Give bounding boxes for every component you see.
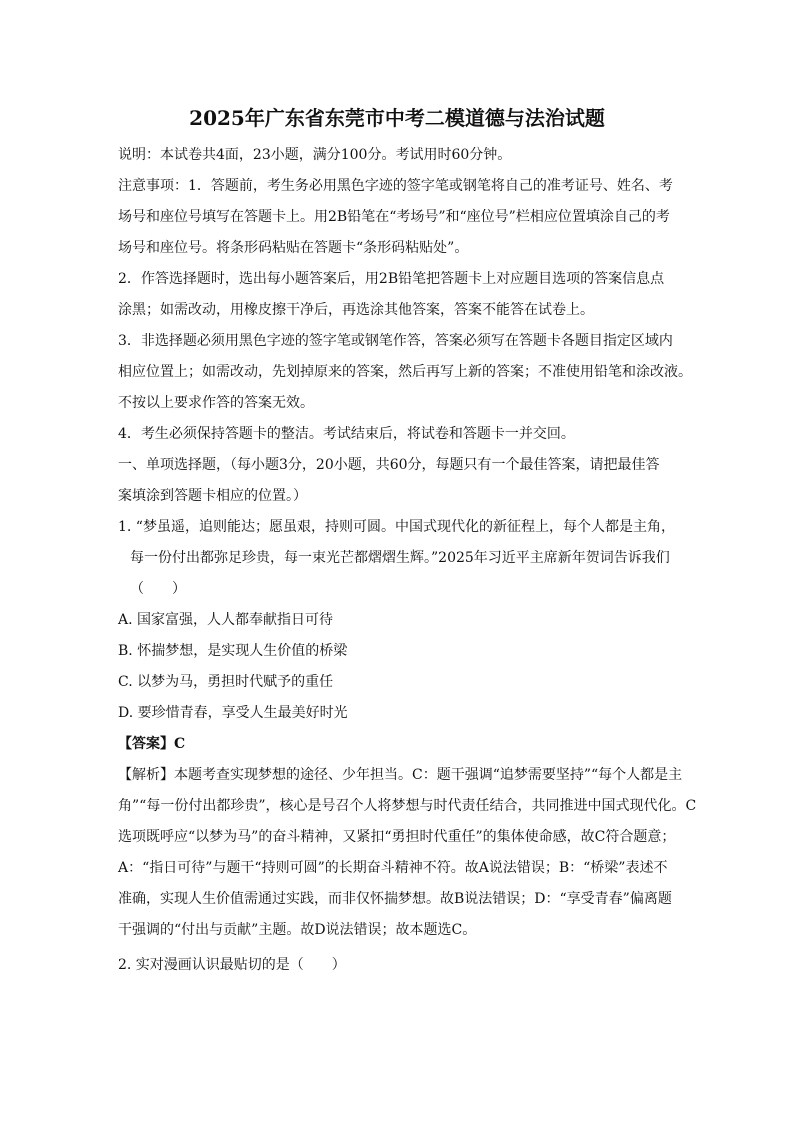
section-heading: 一、单项选择题，（每小题3分，20小题，共60分，每题只有一个最佳答案，请把最佳答 [118,457,660,473]
notice-line: 2．作答选择题时，选出每小题答案后，用2B铅笔把答题卡上对应题目选项的答案信息点 [118,271,665,287]
question-stem: （ ） [130,581,186,597]
page-title: 2025年广东省东莞市中考二模道德与法治试题 [189,106,605,130]
analysis-line: A：“指日可待”与题干“持则可圆”的长期奋斗精神不符。故A说法错误；B：“桥梁”表述不 [118,860,668,876]
notice-line: 注意事项：1．答题前，考生务必用黑色字迹的签字笔或钢笔将自己的准考证号、姓名、考 [118,178,673,194]
analysis-line: 干强调的“付出与贡献”主题。故D说法错误；故本题选C。 [118,922,477,938]
notice-line: 场号和座位号。将条形码粘贴在答题卡“条形码粘贴处”。 [118,240,469,256]
analysis-line: 角”“每一份付出都珍贵”，核心是号召个人将梦想与时代责任结合，共同推进中国式现代化。C [118,798,697,814]
notice-line: 场号和座位号填写在答题卡上。用2B铅笔在“考场号”和“座位号”栏相应位置填涂自己的考 [118,209,670,225]
analysis-line: 【解析】本题考查实现梦想的途径、少年担当。C：题干强调“追梦需要坚持”“每个人都是主 [118,767,683,783]
answer-label: 【答案】C [118,736,186,752]
option-c: C. 以梦为马，勇担时代赋予的重任 [118,674,334,690]
notice-line: 涂黑；如需改动，用橡皮擦干净后，再选涂其他答案，答案不能答在试卷上。 [118,302,594,318]
option-a: A. 国家富强，人人都奉献指日可待 [118,612,334,628]
analysis-line: 准确，实现人生价值需通过实践，而非仅怀揣梦想。故B说法错误；D：“享受青春”偏离题 [118,891,672,907]
notice-line: 相应位置上；如需改动，先划掉原来的答案，然后再写上新的答案；不准使用铅笔和涂改液。 [118,364,692,380]
notice-line: 4．考生必须保持答题卡的整洁。考试结束后，将试卷和答题卡一并交回。 [118,426,575,442]
question-stem: 1. “梦虽遥，追则能达；愿虽艰，持则可圆。中国式现代化的新征程上，每个人都是主角， [118,519,675,535]
notice-line: 3．非选择题必须用黑色字迹的签字笔或钢笔作答，答案必须写在答题卡各题目指定区域内 [118,333,673,349]
question-stem: 每一份付出都弥足珍贵，每一束光芒都熠熠生辉。”2025年习近平主席新年贺词告诉我们 [130,550,670,566]
analysis-line: 选项既呼应“以梦为马”的奋斗精神，又紧扣“勇担时代重任”的集体使命感，故C符合题意； [118,829,676,845]
section-heading: 案填涂到答题卡相应的位置。） [118,488,307,504]
option-d: D. 要珍惜青春，享受人生最美好时光 [118,705,348,721]
notice-line: 不按以上要求作答的答案无效。 [118,395,314,411]
exam-instructions: 说明：本试卷共4面，23小题，满分100分。考试用时60分钟。 [118,147,512,163]
option-b: B. 怀揣梦想，是实现人生价值的桥梁 [118,643,348,659]
question-stem: 2. 实对漫画认识最贴切的是（ ） [118,957,346,973]
